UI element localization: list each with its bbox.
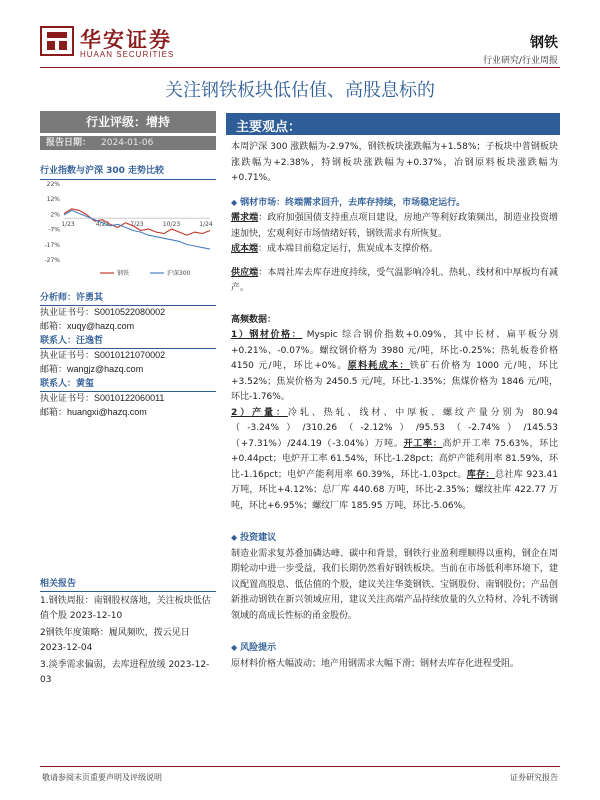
footer-divider: [40, 766, 560, 767]
x-tick-label: 1/23: [61, 221, 75, 229]
legend-label: 钢铁: [117, 270, 130, 277]
y-tick-label: -27%: [44, 257, 60, 264]
y-tick-label: 2%: [50, 211, 60, 219]
diamond-bullet-icon: ◆: [231, 197, 238, 207]
chart-title: 行业指数与沪深 300 走势比较: [40, 163, 216, 180]
company-name: 华安证券: [80, 27, 172, 52]
series-line-1: [64, 210, 210, 249]
analyst-3-cert: 执业证书号：S0010122060011: [40, 393, 165, 404]
risk-heading: ◆ 风险提示: [231, 643, 277, 653]
date-value: 2024-01-06: [101, 138, 154, 148]
analyst-1-name: 分析师：许勇其: [40, 290, 216, 306]
summary-label: 主要观点：: [236, 120, 302, 135]
related-report-link[interactable]: 3.淡季需求偏弱，去库进程放缓 2023-12-03: [40, 660, 210, 685]
company-logo-icon: [40, 26, 74, 56]
footer-disclaimer: 敬请参阅末页重要声明及评级说明: [42, 773, 162, 782]
company-name-en: HUAAN SECURITIES: [80, 50, 175, 59]
report-date: [40, 136, 216, 150]
analyst-3-email: 邮箱：huangxi@hazq.com: [40, 407, 147, 418]
y-tick-label: -17%: [44, 241, 60, 249]
diamond-bullet-icon: ◆: [231, 533, 238, 542]
related-reports-list: [40, 594, 216, 690]
report-body: [231, 140, 558, 672]
price-paragraph: 1）钢材价格： Myspic 综合钢价指数+0.09%，其中长材、扁平板分别+0.21%、-0.07%。螺纹钢价格为 3980 元/吨，环比-0.25%；热轧板卷价格 4150 元/吨，环比+0%。原料耗成本：铁矿石价格为 1000 元/吨，环比+3.52%；焦炭价格为 2450.5 元/吨，环比-1.35%；焦煤价格为 1846 元/吨，环比-1.76%。: [231, 330, 559, 402]
analyst-1-cert: 执业证书号：S0010522080002: [40, 307, 166, 318]
report-title: 关注钢铁板块低估值、高股息标的: [165, 80, 435, 101]
analyst-3-name: 联系人：黄玺: [40, 376, 216, 392]
x-tick-label: 7/23: [130, 221, 144, 229]
analyst-2-cert: 执业证书号：S0010121070002: [40, 350, 166, 361]
date-label: 报告日期：: [46, 138, 92, 148]
invest-paragraph: 制造业需求复苏叠加磷达峰、碳中和背景，钢铁行业盈利理顺得以重构，钢企在周期轮动中进一步受益，我们长期仍然看好钢铁板块。当前在市场低利率环境下，建议配置高股息、低估值的个股，建议关注华菱钢铁、宝钢股份、南钢股份；产品创新推动钢铁在新兴领域应用，建议关注高端产品持续放量的久立特材、冷轧不锈钢领域的高成长性标的甬金股份。: [231, 548, 558, 621]
analyst-2-name: 联系人：汪逸哲: [40, 333, 216, 349]
summary-header: [226, 113, 560, 135]
diamond-bullet-icon: ◆: [231, 643, 238, 652]
demand-paragraph: 需求端：政府加强国债支持重点项目建设，房地产等利好政策频出，制造业投资增速加快，宏观利好市场情绪好转，钢铁需求有所恢复。: [231, 213, 558, 239]
related-report-link[interactable]: 1.钢铁周报：南钢股权落地，关注板块低估值个股 2023-12-10: [40, 596, 211, 621]
risk-paragraph: 原材料价格大幅波动；地产用钢需求大幅下滑；钢材去库存化进程受阻。: [231, 658, 520, 669]
x-tick-label: 4/23: [95, 221, 110, 229]
y-tick-label: 12%: [46, 196, 60, 204]
legend-label: 沪深300: [167, 270, 191, 277]
related-report-link[interactable]: 2钢铁年度策略：履风频吹，拨云见日 2023-12-04: [40, 628, 190, 653]
industry-rating: 行业评级：增持: [40, 111, 216, 133]
data-heading: 高频数据：: [231, 314, 277, 325]
y-tick-label: -7%: [48, 226, 60, 234]
footer-type: 证券研究报告: [510, 773, 558, 782]
cost-paragraph: 成本端：成本端目前稳定运行，焦炭成本支撑价格。: [231, 244, 439, 254]
industry-label: 钢铁: [530, 35, 558, 51]
related-reports-title: 相关报告: [40, 576, 216, 592]
index-comparison-chart: [40, 180, 216, 280]
y-tick-label: 22%: [46, 181, 60, 188]
output-paragraph: 2）产量：冷轧、热轧、线材、中厚板、螺纹产量分别为 80.94（-3.24%）/310.26（-2.12%）/95.53（-2.74%）/145.53（+7.31%）/244.19（-3.04%）万吨。开工率：高炉开工率 75.63%，环比+0.44pct；电炉开工率 61.54%，环比-1.28pct；高炉产能利用率 81.59%，环比-1.16pct；电炉产能利用率 60.39%，环比-1.03pct。库存：总社库 923.41 万吨，环比+4.12%；总厂库 440.68 万吨，环比-2.35%；螺纹社库 422.77 万吨，环比+6.95%；螺纹厂库 185.95 万吨，环比-5.06%。: [231, 407, 558, 511]
supply-paragraph: 供应端：本周社库去库存进度持续，受气温影响冷轧、热轧、线材和中厚板均有减产。: [231, 267, 558, 293]
market-heading: ◆ 钢材市场：终端需求回升，去库存持续，市场稳定运行。: [231, 197, 466, 208]
header-divider: [40, 67, 560, 68]
x-tick-label: 10/23: [162, 221, 181, 229]
x-tick-label: 1/24: [199, 221, 213, 229]
invest-heading: ◆ 投资建议: [231, 533, 277, 543]
analyst-2-email: 邮箱：wangjz@hazq.com: [40, 364, 144, 375]
intro-paragraph: 本周沪深 300 涨跌幅为-2.97%，钢铁板块涨跌幅为+1.58%；子板块中普钢板块涨跌幅为+2.38%，特钢板块涨跌幅为+0.37%，冶钢原料板块涨跌幅为+0.71%。: [231, 142, 558, 183]
analyst-1-email: 邮箱：xuqy@hazq.com: [40, 321, 135, 332]
report-category: 行业研究/行业周报: [482, 56, 558, 66]
